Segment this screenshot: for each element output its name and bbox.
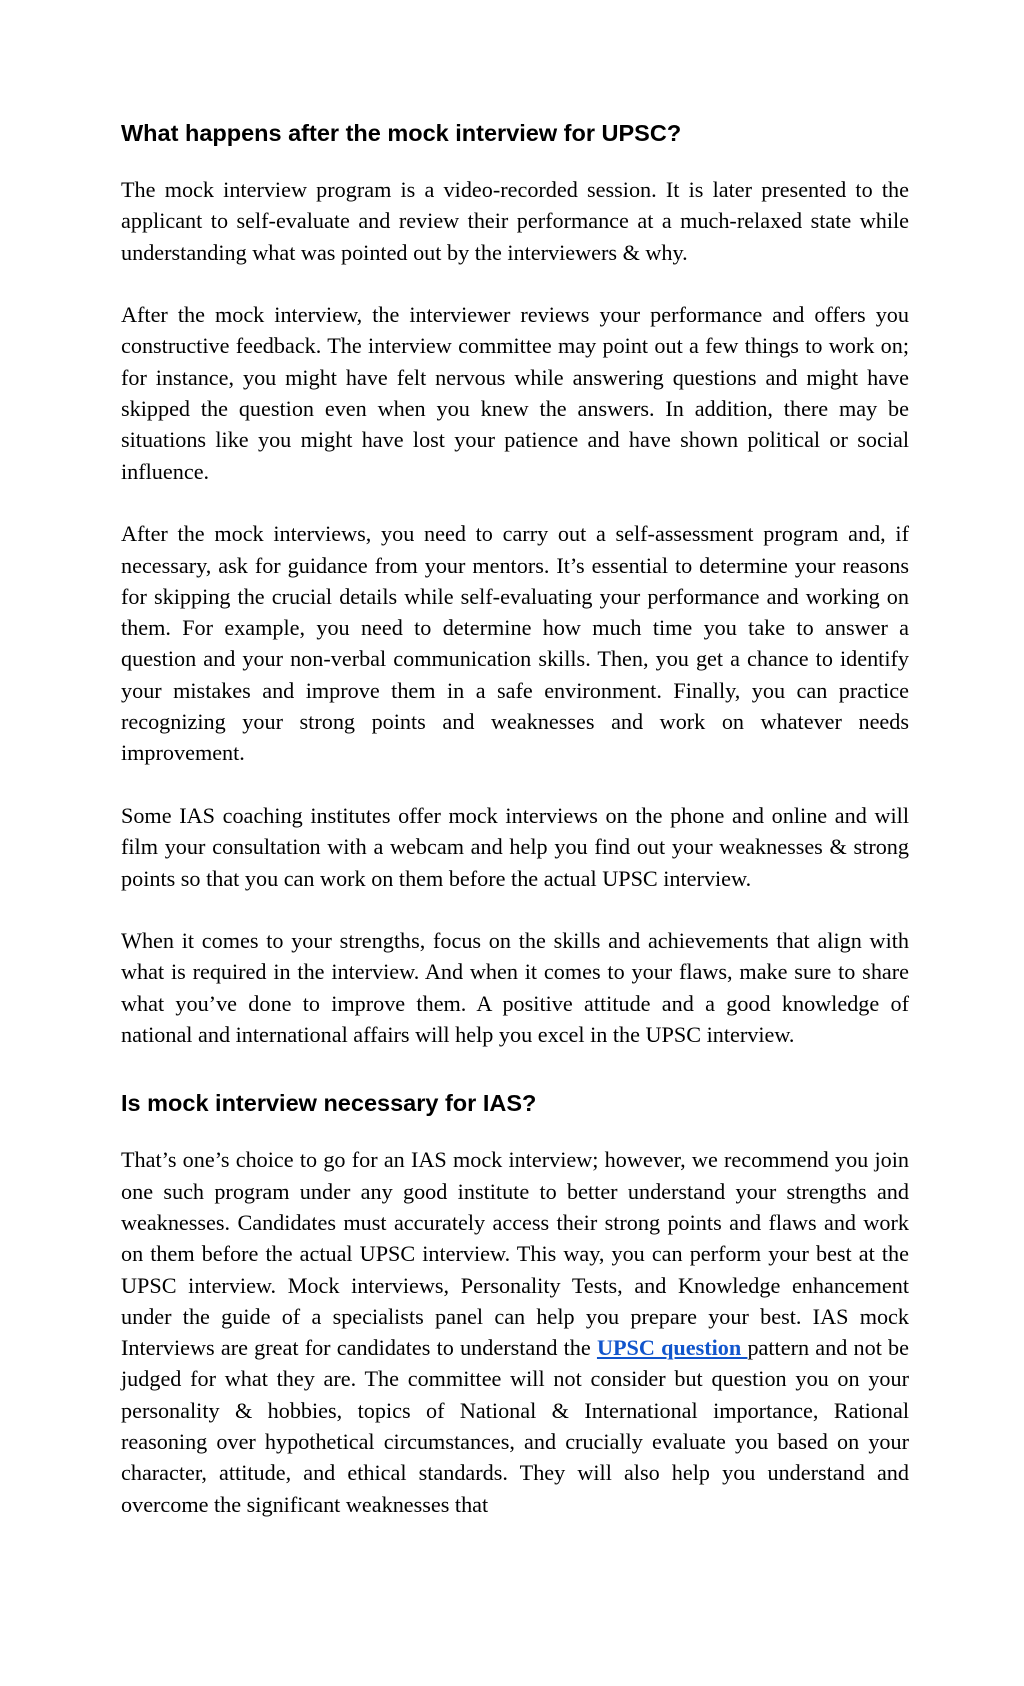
paragraph-text-before-link: That’s one’s choice to go for an IAS mock interview; however, we recommend you join one such program under any good institute to better understand your strengths and weaknesses. Candidates must accurately access their strong points and flaws and work on them before the actual UPSC interview. This way, you can perform your best at the UPSC interview. Mock interviews, Personality Tests, and Knowledge enhancement under the guide of a specialists panel can help you prepare your best. IAS mock Interviews are great for candidates to understand the: [121, 1147, 909, 1361]
paragraph-strengths-flaws: When it comes to your strengths, focus on the skills and achievements that align with what is required in the interview. And when it comes to your flaws, make sure to share what you’ve done to improve them. A positive attitude and a good knowledge of national and international affairs will help you excel in the UPSC interview.: [121, 928, 909, 1048]
paragraph-video-recorded-session: The mock interview program is a video-recorded session. It is later presented to the applicant to self-evaluate and review their performance at a much-relaxed state while understanding what was pointed out by the interviewers & why.: [121, 177, 909, 265]
paragraph-coaching-institutes: Some IAS coaching institutes offer mock interviews on the phone and online and will film your consultation with a webcam and help you find out your weaknesses & strong points so that you can work on them before the actual UPSC interview.: [121, 802, 909, 891]
upsc-question-link[interactable]: UPSC question: [596, 1335, 748, 1361]
section-heading-after-mock-interview: What happens after the mock interview for UPSC?: [121, 120, 682, 146]
paragraph-self-assessment: After the mock interviews, you need to carry out a self-assessment program and, if necessary, ask for guidance from your mentors. It’s essential to determine your reasons for skipping the crucial details while self-evaluating your performance and working on them. For example, you need to determine how much time you take to answer a question and your non-verbal communication skills. Then, you get a chance to identify your mistakes and improve them in a safe environment. Finally, you can practice recognizing your strong points and weaknesses and work on whatever needs improvement.: [121, 521, 909, 766]
paragraph-interviewer-feedback: After the mock interview, the interviewer reviews your performance and offers you constructive feedback. The interview committee may point out a few things to work on; for instance, you might have felt nervous while answering questions and might have skipped the question even when you knew the answers. In addition, there may be situations like you might have lost your patience and have shown political or social influence.: [121, 302, 909, 484]
section-heading-mock-interview-necessary: Is mock interview necessary for IAS?: [121, 1090, 537, 1117]
paragraph-ias-mock-interview-choice: [121, 1144, 909, 1520]
document-page: [121, 118, 909, 1520]
paragraph-text-after-link: pattern and not be judged for what they are. The committee will not consider but question you on your personality & hobbies, topics of National & International importance, Rational reasoning over hypothetical circumstances, and crucially evaluate you based on your character, attitude, and ethical standards. They will also help you understand and overcome the significant weaknesses that: [121, 1335, 909, 1517]
